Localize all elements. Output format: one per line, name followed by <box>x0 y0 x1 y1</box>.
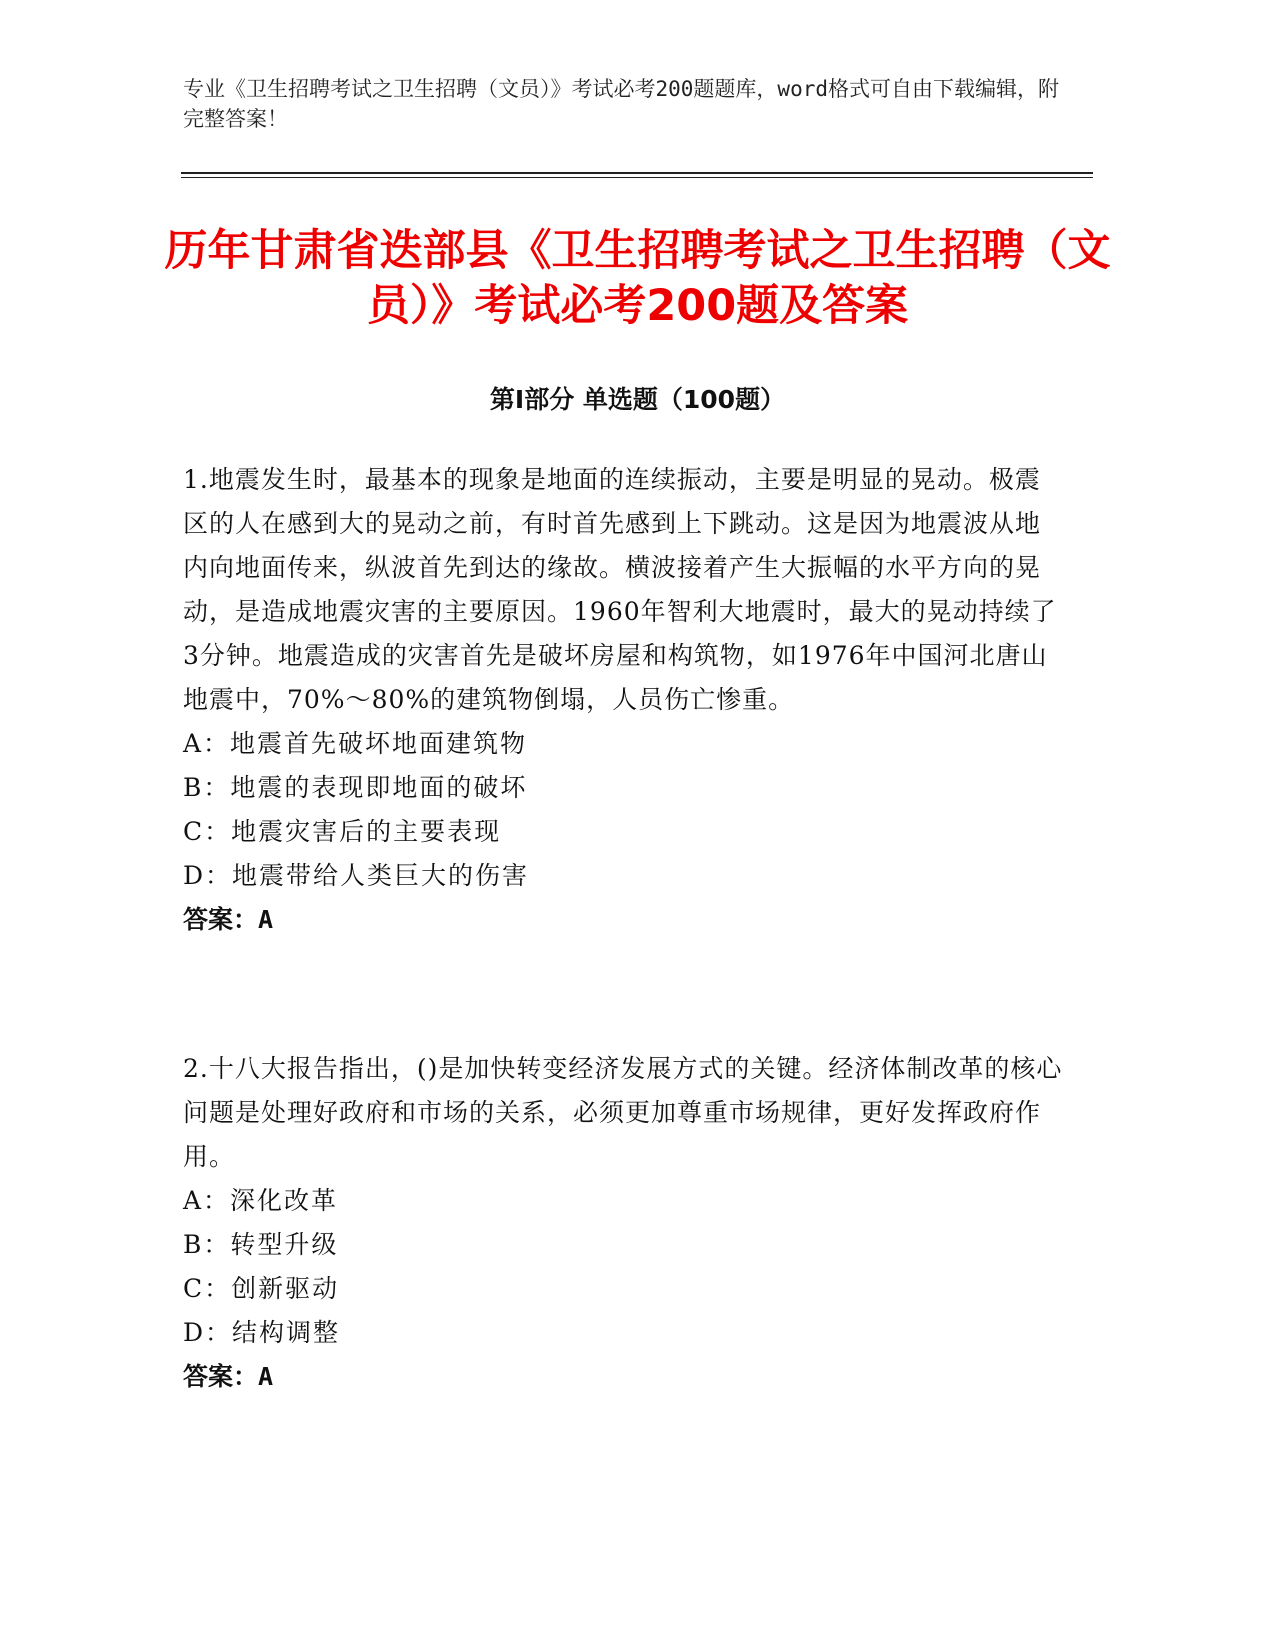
section-title: 第Ⅰ部分 单选题（100题） <box>489 385 786 414</box>
question-1 <box>183 458 1063 942</box>
option-d: D：结构调整 <box>183 1318 341 1347</box>
option-a: A：地震首先破坏地面建筑物 <box>183 729 528 758</box>
option-d: D：地震带给人类巨大的伤害 <box>183 861 530 890</box>
answer-line: 答案：A <box>183 1362 274 1391</box>
document-title: 历年甘肃省迭部县《卫生招聘考试之卫生招聘（文员）》考试必考200题及答案 <box>164 226 1111 331</box>
question-stem: 1.地震发生时，最基本的现象是地面的连续振动，主要是明显的晃动。极震区的人在感到大的晃动之前，有时首先感到上下跳动。这是因为地震波从地内向地面传来，纵波首先到达的缘故。横波接着产生大振幅的水平方向的晃动，是造成地震灾害的主要原因。1960年智利大地震时，最大的晃动持续了3分钟。地震造成的灾害首先是破坏房屋和构筑物，如1976年中国河北唐山地震中，70%～80%的建筑物倒塌，人员伤亡惨重。 <box>183 465 1057 714</box>
header-rule-thick <box>181 172 1093 174</box>
option-c: C：创新驱动 <box>183 1274 340 1303</box>
option-a: A：深化改革 <box>183 1186 339 1215</box>
question-stem: 2.十八大报告指出，()是加快转变经济发展方式的关键。经济体制改革的核心问题是处理好政府和市场的关系，必须更加尊重市场规律，更好发挥政府作用。 <box>183 1054 1063 1171</box>
answer-line: 答案：A <box>183 905 274 934</box>
option-b: B：转型升级 <box>183 1230 339 1259</box>
header-rule-thin <box>181 177 1093 178</box>
question-2 <box>183 1047 1063 1399</box>
option-c: C：地震灾害后的主要表现 <box>183 817 502 846</box>
option-b: B：地震的表现即地面的破坏 <box>183 773 528 802</box>
header-note: 专业《卫生招聘考试之卫生招聘（文员）》考试必考200题题库，word格式可自由下载编辑，附完整答案！ <box>183 77 1059 131</box>
